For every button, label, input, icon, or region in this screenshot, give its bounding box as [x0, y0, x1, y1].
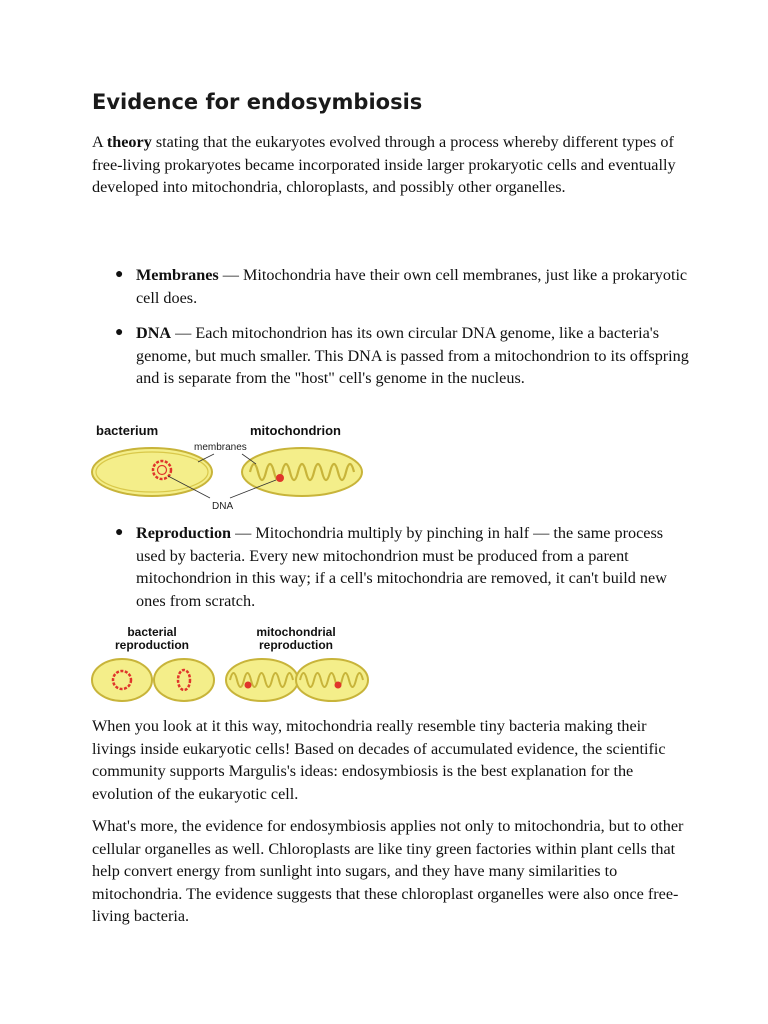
intro-lead: A [92, 133, 107, 151]
mito-dna-right [335, 682, 342, 689]
bullet-term: DNA [136, 324, 172, 342]
list-item-dna [92, 322, 692, 390]
bullet-term: Reproduction [136, 524, 232, 542]
intro-rest: stating that the eukaryotes evolved through a process whereby different types of free-living prokaryotes became incorporated inside larger prokaryotic cells and eventually developed into mitochondria, chloroplasts, and possibly other organelles. [92, 133, 676, 196]
bullet-text: — Each mitochondrion has its own circular DNA genome, like a bacteria's genome, but much smaller. This DNA is passed from a mitochondrion to its offspring and is separate from the "host" cell's genome in the nucleus. [136, 324, 689, 387]
intro-paragraph [92, 131, 692, 199]
mitochondrial-division [226, 659, 368, 701]
label-bacterium: bacterium [96, 423, 159, 438]
label-mitochondrion: mitochondrion [250, 423, 341, 438]
list-item-reproduction [92, 522, 692, 612]
bacterial-division [92, 659, 214, 701]
page-title: Evidence for endosymbiosis [92, 90, 423, 114]
label-membranes: membranes [194, 442, 247, 453]
bullet-text: — Mitochondria multiply by pinching in half — the same process used by bacteria. Every new mitochondrion must be produced from a parent mitochondrion in this way; if a cell's mitochondria are removed, it can't build new ones from scratch. [136, 524, 667, 610]
label-mitochondrial-reproduction: reproduction [259, 638, 333, 652]
bullet-term: Membranes [136, 266, 219, 284]
bullet-icon: ● [115, 267, 124, 282]
closing-paragraph-1: When you look at it this way, mitochondria really resemble tiny bacteria making their livings inside eukaryotic cells! Based on decades of accumulated evidence, the scientific community supports Margulis's ideas: endosymbiosis is the best explanation for the evolution of the eukaryotic cell. [92, 717, 666, 803]
mito-dna [276, 474, 284, 482]
evidence-list-continued [92, 522, 692, 612]
bullet-icon: ● [115, 525, 124, 540]
mito-dna-left [245, 682, 252, 689]
evidence-list [92, 264, 692, 390]
bullet-text: — Mitochondria have their own cell membranes, just like a prokaryotic cell does. [136, 266, 688, 307]
mitochondrion-cell [242, 448, 362, 496]
list-item-membranes [92, 264, 692, 309]
closing-paragraph-2: What's more, the evidence for endosymbiosis applies not only to mitochondria, but to other cellular organelles as well. Chloroplasts are like tiny green factories within plant cells that help convert energy from sunlight into sugars, and they have many similarities to mitochondria. The evidence suggests that these chloroplast organelles were also once free-living bacteria. [92, 817, 684, 925]
label-dna: DNA [212, 501, 234, 512]
label-mitochondrial: mitochondrial [256, 625, 336, 639]
intro-term: theory [106, 133, 152, 151]
bacterium-mitochondrion-diagram [90, 418, 370, 514]
bullet-icon: ● [115, 325, 124, 340]
label-bacterial: bacterial [127, 625, 177, 639]
reproduction-diagram [90, 622, 370, 706]
label-bacterial-reproduction: reproduction [115, 638, 189, 652]
bacterium-cell [92, 448, 212, 496]
